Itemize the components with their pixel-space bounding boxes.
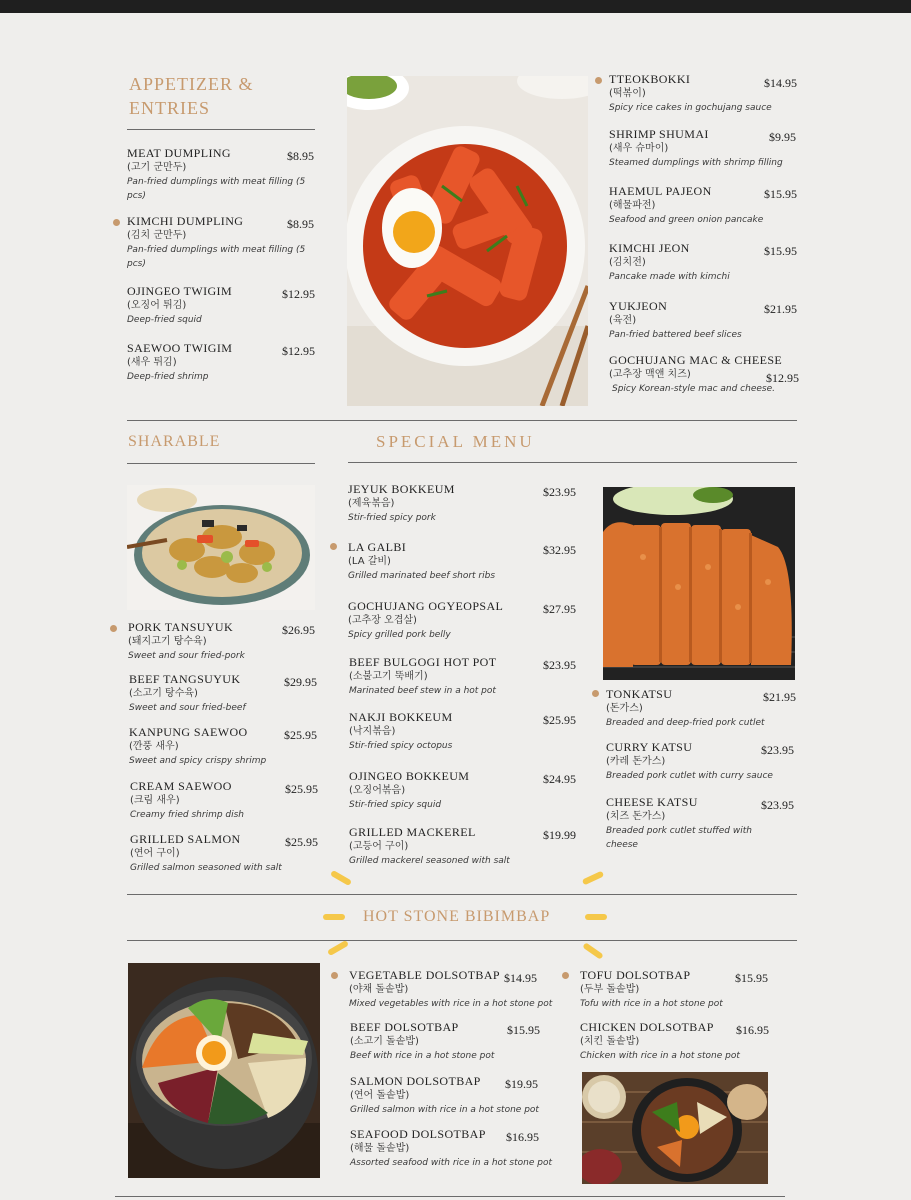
featured-dot — [110, 625, 117, 632]
item-price: $23.95 — [543, 658, 576, 672]
featured-dot — [562, 972, 569, 979]
item-price: $8.95 — [287, 217, 314, 231]
item-price: $23.95 — [761, 798, 794, 812]
item-price: $19.99 — [543, 828, 576, 842]
menu-item-special: JEYUK BOKKEUM (제육볶음) Stir-fried spicy pork $23.95 — [348, 482, 576, 523]
item-price: $14.95 — [764, 76, 797, 90]
special-section-title: SPECIAL MENU — [376, 432, 535, 451]
menu-item-appetizer: SAEWOO TWIGIM (새우 튀김) Deep-fried shrimp $12.95 — [127, 341, 315, 382]
item-price: $14.95 — [504, 971, 537, 985]
highlight-mark — [323, 914, 345, 920]
item-price: $21.95 — [763, 690, 796, 704]
menu-item-bibimbap: TOFU DOLSOTBAP (두부 돌솥밥) Tofu with rice in a hot stone pot $15.95 — [580, 968, 768, 1009]
top-bar — [0, 0, 911, 13]
highlight-mark — [330, 870, 352, 886]
item-price: $12.95 — [766, 371, 799, 385]
menu-item-sharable: PORK TANSUYUK (돼지고기 탕수육) Sweet and sour fried-pork $26.95 — [128, 620, 315, 661]
section-divider — [127, 420, 797, 421]
menu-item-entry: KIMCHI JEON (김치전) Pancake made with kimchi $15.95 — [609, 241, 797, 282]
special-divider — [348, 462, 797, 463]
item-price: $19.95 — [505, 1077, 538, 1091]
item-price: $15.95 — [507, 1023, 540, 1037]
menu-item-bibimbap: CHICKEN DOLSOTBAP (치킨 돌솥밥) Chicken with rice in a hot stone pot $16.95 — [580, 1020, 769, 1061]
menu-item-entry: HAEMUL PAJEON (해물파전) Seafood and green onion pancake $15.95 — [609, 184, 797, 225]
featured-dot — [331, 972, 338, 979]
menu-item-entry: TTEOKBOKKI (떡볶이) Spicy rice cakes in gochujang sauce $14.95 — [609, 72, 797, 113]
item-price: $32.95 — [543, 543, 576, 557]
featured-dot — [592, 690, 599, 697]
featured-dot — [330, 543, 337, 550]
menu-item-sharable: GRILLED SALMON (연어 구이) Grilled salmon seasoned with salt $25.95 — [130, 832, 318, 873]
menu-item-sharable: BEEF TANGSUYUK (소고기 탕수육) Sweet and sour fried-beef $29.95 — [129, 672, 317, 713]
item-price: $15.95 — [764, 187, 797, 201]
sharable-section-title: SHARABLE — [128, 433, 221, 450]
item-price: $27.95 — [543, 602, 576, 616]
menu-item-sharable: KANPUNG SAEWOO (깐풍 새우) Sweet and spicy crispy shrimp $25.95 — [129, 725, 317, 766]
bottom-divider — [115, 1196, 785, 1197]
item-price: $15.95 — [764, 244, 797, 258]
menu-item-appetizer: KIMCHI DUMPLING (김치 군만두) Pan-fried dumplings with meat filling (5 pcs) $8.95 — [127, 214, 314, 269]
menu-item-appetizer: OJINGEO TWIGIM (오징어 튀김) Deep-fried squid $12.95 — [127, 284, 315, 325]
highlight-mark — [582, 871, 604, 886]
menu-item-entry: GOCHUJANG MAC & CHEESE (고추장 맥앤 치즈) Spicy Korean-style mac and cheese. $12.95 — [609, 353, 799, 394]
menu-item-special: GOCHUJANG OGYEOPSAL (고추장 오겹살) Spicy grilled pork belly $27.95 — [348, 599, 576, 640]
appetizer-divider — [127, 129, 315, 130]
menu-item-bibimbap: SALMON DOLSOTBAP (연어 돌솥밥) Grilled salmon with rice in a hot stone pot $19.95 — [350, 1074, 539, 1115]
item-price: $16.95 — [506, 1130, 539, 1144]
menu-item-katsu: CURRY KATSU (카레 돈가스) Breaded pork cutlet with curry sauce $23.95 — [606, 740, 794, 781]
appetizer-section-title: APPETIZER & ENTRIES — [129, 74, 254, 118]
item-price: $12.95 — [282, 344, 315, 358]
item-price: $25.95 — [284, 728, 317, 742]
item-price: $25.95 — [285, 835, 318, 849]
item-price: $25.95 — [543, 713, 576, 727]
item-price: $12.95 — [282, 287, 315, 301]
menu-item-appetizer: MEAT DUMPLING (고기 군만두) Pan-fried dumplings with meat filling (5 pcs) $8.95 — [127, 146, 314, 201]
highlight-mark — [582, 942, 603, 960]
featured-dot — [113, 219, 120, 226]
menu-item-special: OJINGEO BOKKEUM (오징어볶음) Stir-fried spicy squid $24.95 — [349, 769, 576, 810]
menu-item-special: BEEF BULGOGI HOT POT (소불고기 뚝배기) Marinated beef stew in a hot pot $23.95 — [349, 655, 576, 696]
bibimbap-bottom-divider — [127, 940, 797, 941]
menu-item-bibimbap: VEGETABLE DOLSOTBAP (야채 돌솥밥) Mixed vegetables with rice in a hot stone pot $14.95 — [349, 968, 553, 1009]
featured-dot — [595, 77, 602, 84]
menu-item-bibimbap: SEAFOOD DOLSOTBAP (해물 돌솥밥) Assorted seafood with rice in a hot stone pot $16.95 — [350, 1127, 552, 1168]
item-price: $8.95 — [287, 149, 314, 163]
menu-item-special: GRILLED MACKEREL (고등어 구이) Grilled mackerel seasoned with salt $19.99 — [349, 825, 576, 866]
bibimbap-bowls-photo — [582, 1072, 768, 1184]
item-price: $16.95 — [736, 1023, 769, 1037]
menu-item-entry: SHRIMP SHUMAI (새우 슈마이) Steamed dumplings with shrimp filling $9.95 — [609, 127, 796, 168]
item-price: $24.95 — [543, 772, 576, 786]
menu-item-katsu: TONKATSU (돈가스) Breaded and deep-fried pork cutlet $21.95 — [606, 687, 796, 728]
item-price: $29.95 — [284, 675, 317, 689]
item-price: $23.95 — [543, 485, 576, 499]
menu-item-katsu: CHEESE KATSU (치즈 돈가스) Breaded pork cutlet stuffed with cheese $23.95 — [606, 795, 794, 850]
sharable-divider — [127, 463, 315, 464]
item-price: $26.95 — [282, 623, 315, 637]
bibimbap-photo — [128, 963, 320, 1178]
bibimbap-section-title: HOT STONE BIBIMBAP — [363, 908, 551, 925]
item-price: $25.95 — [285, 782, 318, 796]
menu-item-special: LA GALBI (LA 갈비) Grilled marinated beef short ribs $32.95 — [348, 540, 576, 581]
menu-item-sharable: CREAM SAEWOO (크림 새우) Creamy fried shrimp dish $25.95 — [130, 779, 318, 820]
tteokbokki-photo — [347, 76, 588, 406]
highlight-mark — [585, 914, 607, 920]
menu-item-entry: YUKJEON (육전) Pan-fried battered beef slices $21.95 — [609, 299, 797, 340]
bibimbap-top-divider — [127, 894, 797, 895]
item-price: $15.95 — [735, 971, 768, 985]
sweet-sour-photo — [127, 485, 315, 610]
item-price: $21.95 — [764, 302, 797, 316]
item-price: $9.95 — [769, 130, 796, 144]
item-price: $23.95 — [761, 743, 794, 757]
menu-item-special: NAKJI BOKKEUM (낙지볶음) Stir-fried spicy octopus $25.95 — [349, 710, 576, 751]
highlight-mark — [327, 940, 349, 956]
menu-item-bibimbap: BEEF DOLSOTBAP (소고기 돌솥밥) Beef with rice in a hot stone pot $15.95 — [350, 1020, 540, 1061]
tonkatsu-photo — [603, 487, 795, 680]
